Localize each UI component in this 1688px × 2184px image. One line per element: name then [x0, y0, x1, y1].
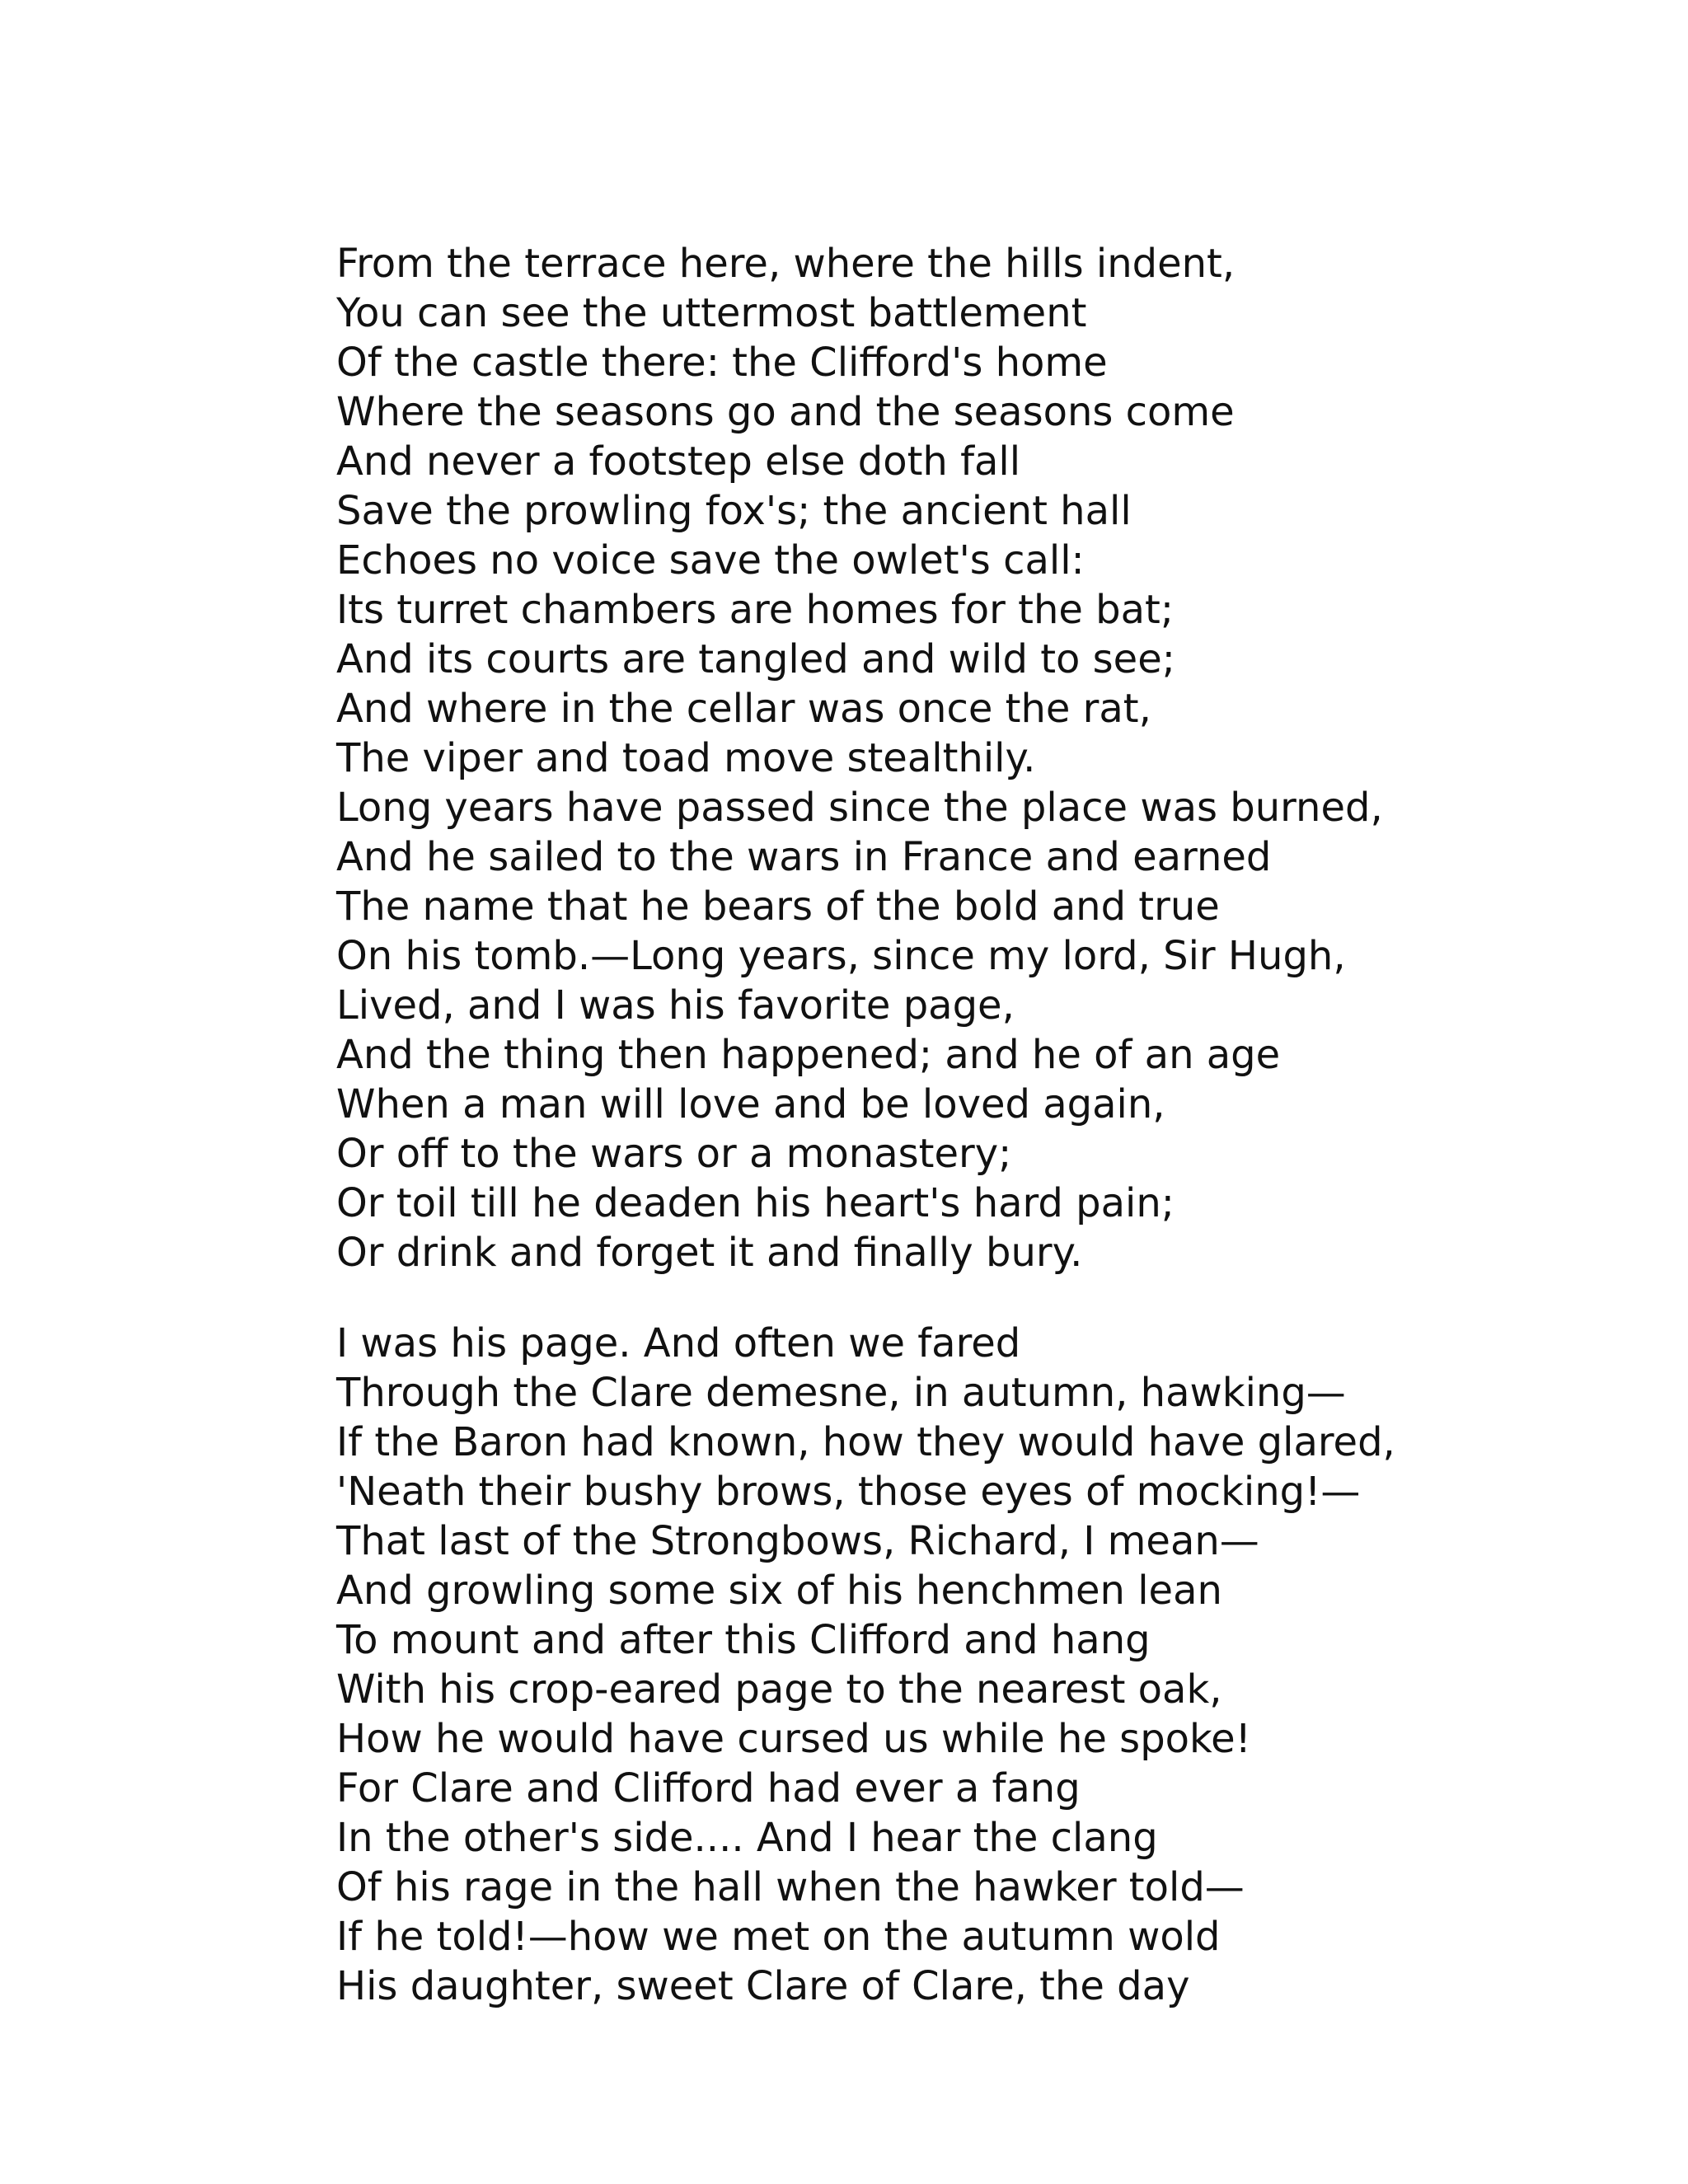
poem-line: And growling some six of his henchmen lean — [336, 1568, 1222, 1614]
poem-line: And its courts are tangled and wild to see; — [336, 636, 1175, 682]
poem-line: Of his rage in the hall when the hawker told— — [336, 1864, 1245, 1910]
poem-line: Or toil till he deaden his heart's hard pain; — [336, 1180, 1175, 1226]
poem-line: And the thing then happened; and he of an age — [336, 1032, 1281, 1078]
poem-line: Or drink and forget it and finally bury. — [336, 1230, 1083, 1276]
poem-line: If the Baron had known, how they would have glared, — [336, 1419, 1395, 1465]
poem-line: From the terrace here, where the hills indent, — [336, 241, 1236, 287]
stanza-2 — [336, 1319, 1408, 2009]
poem-line: I was his page. And often we fared — [336, 1320, 1021, 1366]
poem-line: And where in the cellar was once the rat, — [336, 686, 1151, 732]
poem-line: Its turret chambers are homes for the bat; — [336, 587, 1175, 633]
poem-line: Where the seasons go and the seasons come — [336, 389, 1235, 435]
poem-line: And he sailed to the wars in France and earned — [336, 834, 1272, 880]
poem-line: 'Neath their bushy brows, those eyes of mocking!— — [336, 1469, 1361, 1515]
poem-line: How he would have cursed us while he spoke! — [336, 1716, 1251, 1762]
poem-line: Save the prowling fox's; the ancient hall — [336, 488, 1132, 534]
poem-line: On his tomb.—Long years, since my lord, Sir Hugh, — [336, 933, 1346, 979]
poem-line: The viper and toad move stealthily. — [336, 735, 1036, 781]
poem-line: If he told!—how we met on the autumn wold — [336, 1914, 1221, 1960]
poem-line: Echoes no voice save the owlet's call: — [336, 537, 1085, 583]
stanza-1 — [336, 239, 1408, 1277]
poem-line: Lived, and I was his favorite page, — [336, 982, 1015, 1029]
poem-line: Long years have passed since the place was burned, — [336, 785, 1383, 831]
poem-line: That last of the Strongbows, Richard, I mean— — [336, 1518, 1259, 1564]
poem-line: To mount and after this Clifford and hang — [336, 1617, 1151, 1663]
poem-line: Through the Clare demesne, in autumn, hawking— — [336, 1370, 1346, 1416]
poem-line: You can see the uttermost battlement — [336, 290, 1087, 336]
poem-line: The name that he bears of the bold and true — [336, 883, 1220, 930]
poem-line: Or off to the wars or a monastery; — [336, 1131, 1012, 1177]
poem-line: Of the castle there: the Clifford's home — [336, 340, 1108, 386]
poem-line: And never a footstep else doth fall — [336, 438, 1021, 485]
poem-line: With his crop-eared page to the nearest oak, — [336, 1666, 1222, 1713]
poem-line-cut-off: His daughter, sweet Clare of Clare, the day — [336, 1963, 1190, 2009]
poem-line: When a man will love and be loved again, — [336, 1081, 1165, 1127]
poem-line: In the other's side.... And I hear the clang — [336, 1815, 1158, 1861]
poem-text — [336, 239, 1408, 2009]
poem-line: For Clare and Clifford had ever a fang — [336, 1765, 1081, 1811]
